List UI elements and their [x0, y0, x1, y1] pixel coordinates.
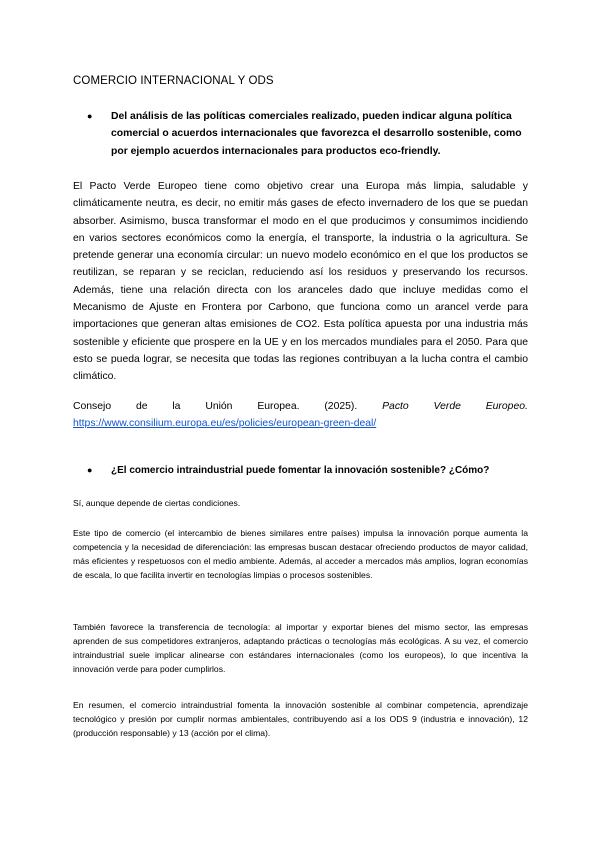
ref-word: (2025). [324, 401, 358, 412]
ref-title-word: Pacto [382, 401, 409, 412]
question-1 [87, 108, 529, 160]
ref-title-word: Verde [433, 401, 461, 412]
reference-link[interactable]: https://www.consilium.europa.eu/es/policies/european-green-deal/ [73, 418, 377, 429]
reference-citation [73, 398, 528, 415]
ref-word: la [172, 401, 181, 412]
ref-word: Europea. [257, 401, 300, 412]
ref-word: Unión [205, 401, 233, 412]
bullet-icon: ● [87, 465, 93, 475]
question-2-text: ¿El comercio intraindustrial puede fomentar la innovación sostenible? ¿Cómo? [111, 465, 490, 476]
ref-word: de [135, 401, 148, 412]
ref-word: Consejo [73, 401, 112, 412]
bullet-icon: ● [87, 111, 93, 121]
answer-2-paragraph-2: También favorece la transferencia de tecnología: al importar y exportar bienes del mismo sector, las empresas aprenden de sus competidores extranjeros, adaptando prácticas o tecnologías más ecológicas. A su vez, el comercio intraindustrial suele implicar alinearse con estándares internacionales (como los europeos), lo que incentiva la innovación verde para poder cumplirlos. [73, 622, 528, 674]
section-title: COMERCIO INTERNACIONAL Y ODS [73, 75, 274, 87]
question-1-text: Del análisis de las políticas comerciales realizado, pueden indicar alguna política comercial o acuerdos internacionales que favorezca el desarrollo sostenible, como por ejemplo acuerdos internacionales para productos eco-friendly. [111, 111, 522, 157]
answer-2-paragraph-1: Este tipo de comercio (el intercambio de bienes similares entre países) impulsa la innovación porque aumenta la competencia y la necesidad de diferenciación: las empresas buscan destacar ofreciendo productos de mayor calidad, más eficientes y respetuosos con el medio ambiente. Además, al acceder a mercados más amplios, logran economías de escala, lo que facilita invertir en tecnologías limpias o procesos sostenibles. [73, 528, 528, 580]
answer-2-intro: Sí, aunque depende de ciertas condiciones. [73, 498, 241, 508]
answer-2-summary: En resumen, el comercio intraindustrial fomenta la innovación sostenible al combinar competencia, aprendizaje tecnológico y presión por cumplir normas ambientales, contribuyendo así a los ODS 9 (industria e innovación), 12 (producción responsable) y 13 (acción por el clima). [73, 700, 528, 738]
answer-1-paragraph: El Pacto Verde Europeo tiene como objetivo crear una Europa más limpia, saludable y climáticamente neutra, es decir, no emitir más gases de efecto invernadero de los que se puedan absorber. Asimismo, busca transformar el modo en el que producimos y consumimos incidiendo en varios sectores económicos como la energía, el transporte, la industria o la agricultura. Se pretende generar una economía circular: un nuevo modelo económico en el que los productos se reutilizan, se reparan y se reciclan, reduciendo así los residuos y preservando los recursos. Además, tiene una relación directa con los aranceles dado que incluye medidas como el Mecanismo de Ajuste en Frontera por Carbono, que funciona como un arancel verde para importaciones que generan altas emisiones de CO2. Esta política apuesta por una industria más sostenible y eficiente que prospere en la UE y en los mercados mundiales para el 2050. Para que esto se pueda lograr, se necesita que todas las regiones contribuyan a la lucha contra el cambio climático. [73, 181, 528, 383]
question-2 [87, 462, 529, 479]
ref-title-word: Europeo. [485, 401, 528, 412]
